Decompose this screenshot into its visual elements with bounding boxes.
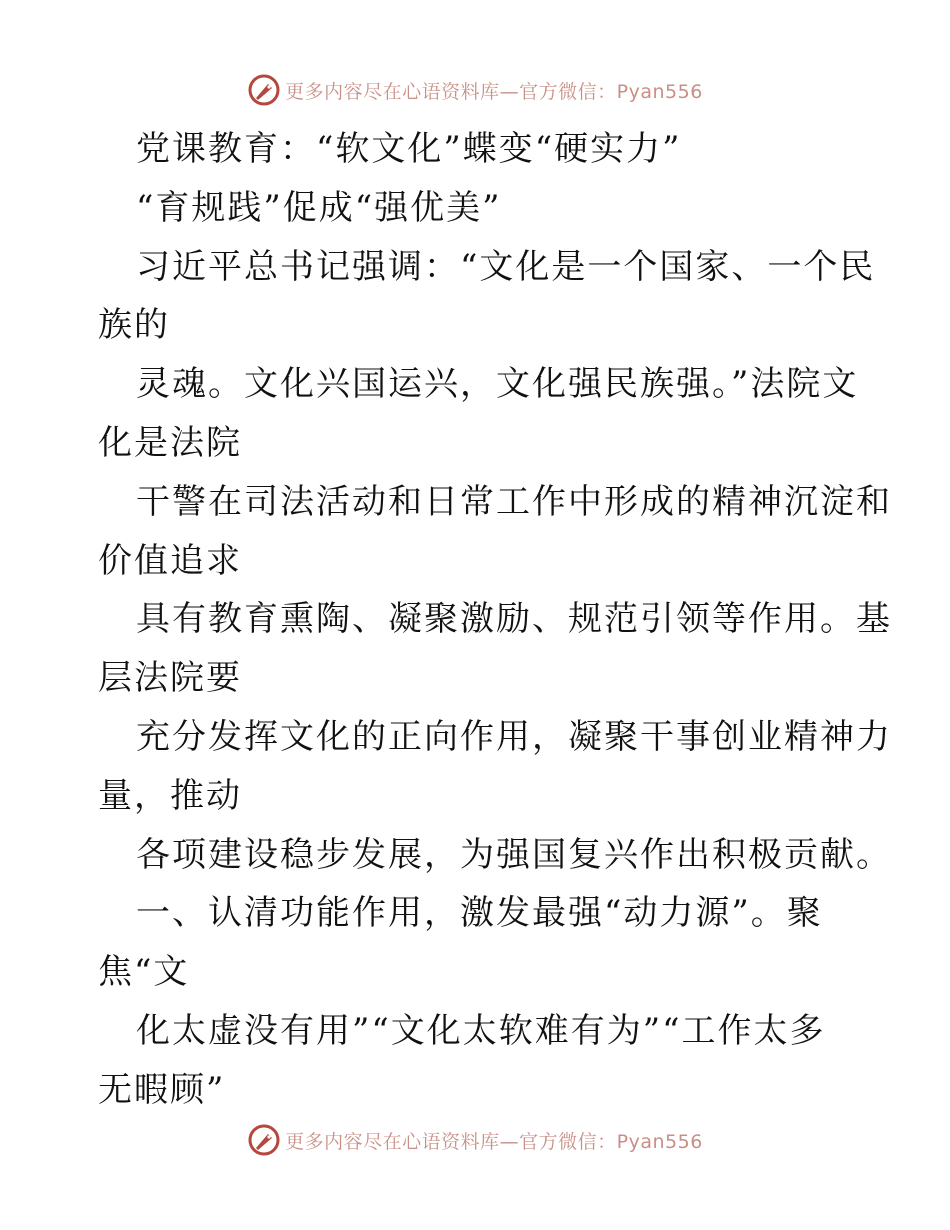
body-line: 具有教育熏陶、凝聚激励、规范引领等作用。基 xyxy=(136,599,892,640)
pen-nib-circle-icon xyxy=(247,1123,281,1157)
body-line: 焦“文 xyxy=(98,952,190,993)
body-line: 价值追求 xyxy=(98,540,242,581)
watermark-text: 更多内容尽在心语资料库—官方微信：Pyan556 xyxy=(285,80,703,103)
body-line: 无暇顾” xyxy=(98,1069,226,1110)
document-body xyxy=(98,120,892,1120)
body-line: 习近平总书记强调：“文化是一个国家、一个民 xyxy=(136,246,876,287)
body-line: 族的 xyxy=(98,305,170,346)
body-line: 灵魂。文化兴国运兴，文化强民族强。”法院文 xyxy=(136,364,859,405)
body-line: 充分发挥文化的正向作用，凝聚干事创业精神力 xyxy=(136,716,892,757)
body-line: 量，推动 xyxy=(98,775,242,816)
watermark-header xyxy=(0,70,950,110)
document-title: 党课教育：“软文化”蝶变“硬实力” xyxy=(136,129,682,169)
watermark-footer xyxy=(0,1120,950,1160)
body-line: 化太虚没有用”“文化太软难有为”“工作太多 xyxy=(136,1010,826,1051)
document-subtitle: “育规践”促成“强优美” xyxy=(136,187,502,228)
pen-nib-circle-icon xyxy=(247,73,281,107)
body-line: 化是法院 xyxy=(98,422,242,463)
body-line: 一、认清功能作用，激发最强“动力源”。聚 xyxy=(136,893,823,934)
body-line: 各项建设稳步发展，为强国复兴作出积极贡献。 xyxy=(136,834,892,875)
watermark-text: 更多内容尽在心语资料库—官方微信：Pyan556 xyxy=(285,1130,703,1153)
body-line: 干警在司法活动和日常工作中形成的精神沉淀和 xyxy=(136,481,892,522)
body-line: 层法院要 xyxy=(98,658,242,699)
